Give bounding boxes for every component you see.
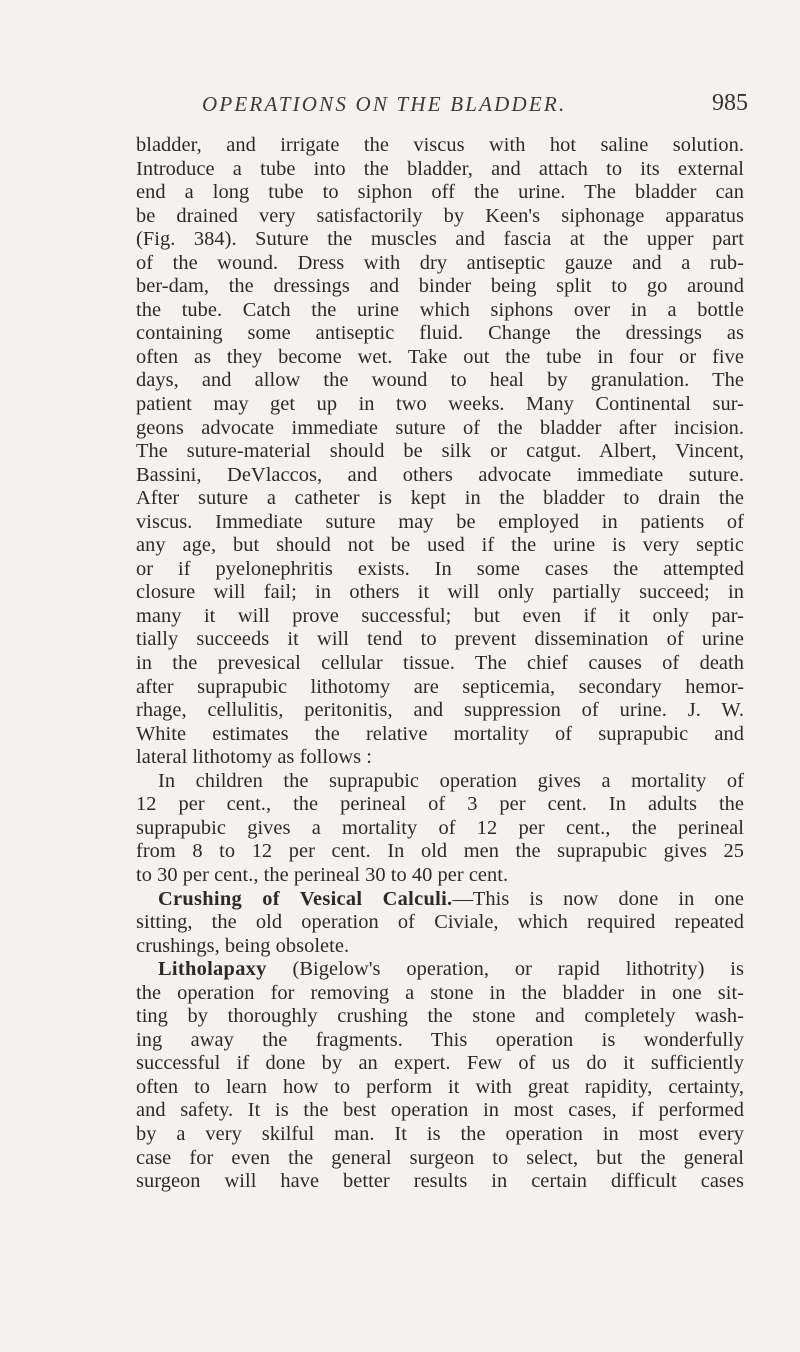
running-head (140, 92, 750, 124)
text-line: many it will prove successful; but even if it only par- (136, 604, 744, 627)
text-line: geons advocate immediate suture of the bladder after incision. (136, 416, 744, 439)
text-line: rhage, cellulitis, peritonitis, and suppression of urine. J. W. (136, 699, 744, 722)
paragraph-suprapubic-lithotomy (136, 134, 744, 770)
text-line: After suture a catheter is kept in the bladder to drain the (136, 487, 744, 510)
text-line: bladder, and irrigate the viscus with hot saline solution. (136, 134, 744, 156)
text-line (136, 958, 744, 982)
text-line: be drained very satisfactorily by Keen's siphonage apparatus (136, 204, 744, 227)
text-line: Introduce a tube into the bladder, and attach to its external (136, 157, 744, 180)
text-line: the operation for removing a stone in the bladder in one sit- (136, 981, 744, 1004)
paragraph-mortality (136, 770, 744, 888)
text-line: suprapubic gives a mortality of 12 per cent., the perineal (136, 816, 744, 839)
text-line: or if pyelonephritis exists. In some cases the attempted (136, 557, 744, 580)
text-line: crushings, being obsolete. (136, 934, 350, 957)
paragraph-crushing-calculi (136, 888, 744, 959)
text-line: to 30 per cent., the perineal 30 to 40 per cent. (136, 863, 509, 886)
text-line: sitting, the old operation of Civiale, which required repeated (136, 911, 744, 934)
heading-continuation: —This is now done in one (452, 887, 744, 910)
text-line: often to learn how to perform it with great rapidity, certainty, (136, 1075, 744, 1098)
text-line: in the prevesical cellular tissue. The chief causes of death (136, 652, 744, 675)
page-number: 985 (712, 90, 748, 116)
running-title: OPERATIONS ON THE BLADDER. (202, 92, 567, 116)
text-line: after suprapubic lithotomy are septicemia, secondary hemor- (136, 675, 744, 698)
text-line: In children the suprapubic operation gives a mortality of (158, 769, 744, 792)
text-line: any age, but should not be used if the urine is very septic (136, 534, 744, 557)
text-line: ber-dam, the dressings and binder being split to go around (136, 275, 744, 298)
text-line: closure will fail; in others it will only partially succeed; in (136, 581, 744, 604)
text-line: of the wound. Dress with dry antiseptic gauze and a rub- (136, 251, 744, 274)
text-line: containing some antiseptic fluid. Change the dressings as (136, 322, 744, 345)
text-line: ing away the fragments. This operation is wonderfully (136, 1028, 744, 1051)
text-line (136, 888, 744, 912)
section-heading: Crushing of Vesical Calculi. (158, 887, 453, 910)
text-line: and safety. It is the best operation in most cases, if performed (136, 1099, 744, 1122)
text-line: (Fig. 384). Suture the muscles and fascia at the upper part (136, 228, 744, 251)
heading-continuation: (Bigelow's operation, or rapid lithotrity) is (266, 958, 744, 981)
text-line: by a very skilful man. It is the operation in most every (136, 1122, 744, 1145)
text-line: 12 per cent., the perineal of 3 per cent. In adults the (136, 793, 744, 816)
text-line: often as they become wet. Take out the tube in four or five (136, 345, 744, 368)
text-line: ting by thoroughly crushing the stone and completely wash- (136, 1005, 744, 1028)
section-heading: Litholapaxy (158, 958, 267, 981)
text-line: The suture-material should be silk or catgut. Albert, Vincent, (136, 440, 744, 463)
text-line: case for even the general surgeon to select, but the general (136, 1146, 744, 1169)
body-text (136, 134, 744, 1194)
text-line: from 8 to 12 per cent. In old men the suprapubic gives 25 (136, 840, 744, 863)
text-line: days, and allow the wound to heal by granulation. The (136, 369, 744, 392)
text-line: successful if done by an expert. Few of us do it sufficiently (136, 1052, 744, 1075)
text-line: tially succeeds it will tend to prevent dissemination of urine (136, 628, 744, 651)
paragraph-litholapaxy (136, 958, 744, 1193)
text-line: the tube. Catch the urine which siphons over in a bottle (136, 298, 744, 321)
text-line: Bassini, DeVlaccos, and others advocate immediate suture. (136, 463, 744, 486)
text-line: surgeon will have better results in certain difficult cases (136, 1170, 744, 1193)
text-line: White estimates the relative mortality of suprapubic and (136, 722, 744, 745)
text-line: end a long tube to siphon off the urine. The bladder can (136, 181, 744, 204)
text-line: lateral lithotomy as follows : (136, 746, 372, 769)
text-line: patient may get up in two weeks. Many Continental sur- (136, 393, 744, 416)
text-line: viscus. Immediate suture may be employed in patients of (136, 510, 744, 533)
